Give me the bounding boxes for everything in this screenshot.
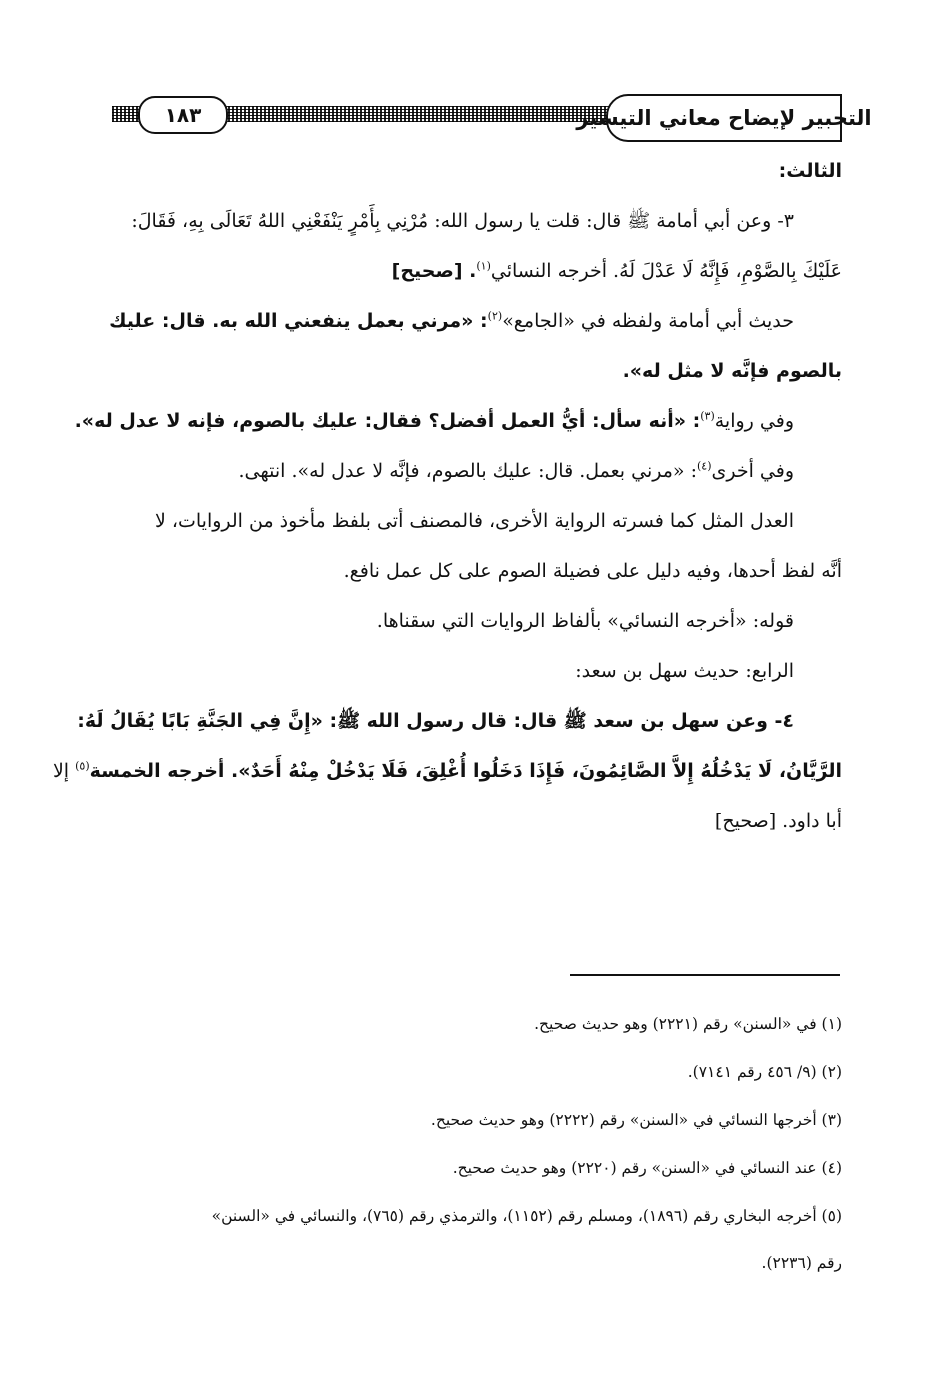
main-text (52, 146, 842, 846)
narration-variant-1: وفي رواية$^{(٣)}$: «أنه سأل: أيُّ العمل أفضل؟ فقال: عليك بالصوم، فإنه لا عدل له». (74, 409, 794, 432)
explanation-line-1: العدل المثل كما فسرته الرواية الأخرى، فالمصنف أتى بلفظ مأخوذ من الروايات، لا (154, 510, 794, 532)
footnote-3: (٣) أخرجها النسائي في «السنن» رقم (٢٢٢٢) وهو حديث صحيح. (430, 1111, 842, 1129)
running-header (112, 92, 872, 144)
hadith-3-line-1: ٣- وعن أبي أمامة ﷺ قال: قلت يا رسول الله: مُرْنِي بِأَمْرٍ يَنْفَعْنِي اللهُ تَعَالَى بِهِ، فَقَالَ: (131, 210, 794, 232)
book-title: التحبير لإيضاح معاني التيسير (576, 106, 872, 130)
explanation-line-3: قوله: «أخرجه النسائي» بألفاظ الروايات التي سقناها. (376, 610, 794, 632)
hadith-4-line-3: أبا داود. [صحيح] (714, 810, 842, 832)
hadith-4-line-1: ٤- وعن سهل بن سعد ﷺ قال: قال رسول الله ﷺ: «إِنَّ فِي الجَنَّةِ بَابًا يُقَالُ لَهُ: (77, 710, 794, 732)
footnote-separator (570, 974, 840, 976)
footnote-5-continued: رقم (٢٢٣٦). (761, 1254, 842, 1272)
footnote-ref-3: (٣) (700, 409, 715, 423)
footnote-1: (١) في «السنن» رقم (٢٢٢١) وهو حديث صحيح. (534, 1015, 842, 1033)
footnote-4: (٤) عند النسائي في «السنن» رقم (٢٢٢٠) وهو حديث صحيح. (452, 1159, 842, 1177)
hadith-3-line-2: عَلَيْكَ بِالصَّوْمِ، فَإِنَّهُ لَا عَدْلَ لَهُ. أخرجه النسائي$^{(١)}$. [صحيح] (391, 259, 842, 282)
footnote-ref-5: (٥) (75, 759, 90, 773)
commentary-line-1: حديث أبي أمامة ولفظه في «الجامع»$^{(٢)}$: «مرني بعمل ينفعني الله به. قال: عليك (109, 309, 794, 332)
narration-variant-2: وفي أخرى$^{(٤)}$: «مرني بعمل. قال: عليك بالصوم، فإنَّه لا عدل له». انتهى. (238, 459, 794, 482)
commentary-line-2: بالصوم فإنَّه لا مثل له». (622, 360, 842, 382)
footnotes (112, 1000, 842, 1286)
footnote-2: (٢) (٩/ ٤٥٦ رقم ٧١٤١). (687, 1063, 842, 1081)
footnote-ref-2: (٢) (487, 309, 503, 323)
footnote-ref-4: (٤) (696, 459, 712, 473)
book-title-box (576, 94, 872, 142)
footnote-5: (٥) أخرجه البخاري رقم (١٨٩٦)، ومسلم رقم (١١٥٢)، والترمذي رقم (٧٦٥)، والنسائي في «السنن» (211, 1207, 842, 1225)
section-heading-fourth: الرابع: حديث سهل بن سعد: (575, 660, 794, 682)
footnote-ref-1: (١) (476, 259, 491, 273)
page-number-badge (138, 96, 228, 134)
hadith-4-line-2: الرَّيَّانُ، لَا يَدْخُلُهُ إِلاَّ الصَّائِمُونَ، فَإِذَا دَخَلُوا أُغْلِقَ، فَلَا يَدْخُلْ مِنْهُ أَحَدٌ». أخرجه الخمسة$^{(٥)}$ إلا (52, 759, 842, 782)
section-heading-third: الثالث: (778, 160, 842, 182)
explanation-line-2: أنَّه لفظ أحدها، وفيه دليل على فضيلة الصوم على كل عمل نافع. (343, 560, 842, 582)
page-number: ١٨٣ (164, 103, 202, 127)
